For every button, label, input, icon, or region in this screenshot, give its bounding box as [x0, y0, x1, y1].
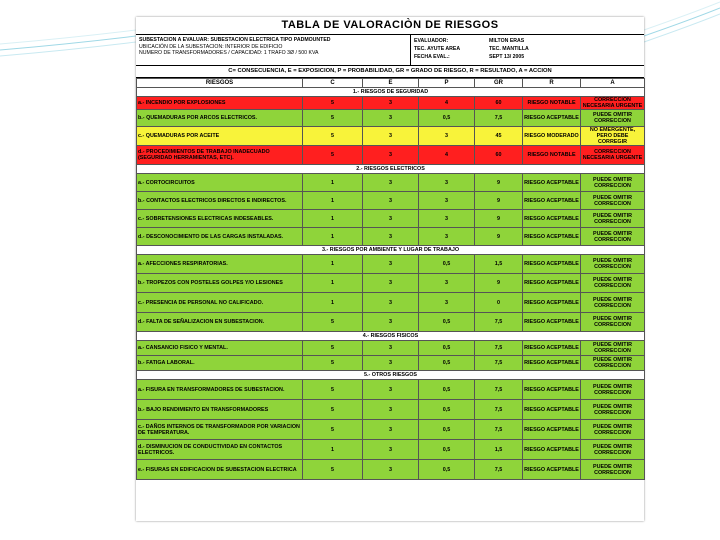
consequence-value: 1 [303, 174, 363, 192]
column-header-6: R [523, 79, 581, 88]
consequence-value: 1 [303, 274, 363, 293]
risk-description: e.- FISURAS EN EDIFICACION DE SUBESTACION ELECTRICA [137, 460, 303, 480]
risk-description: a.- FISURA EN TRANSFORMADORES DE SUBESTACION. [137, 380, 303, 400]
action-value: PUEDE OMITIR CORRECCION [581, 341, 645, 356]
result-value: RIESGO ACEPTABLE [523, 192, 581, 210]
section-title-row [137, 371, 645, 380]
risk-grade-value: 1,5 [475, 440, 523, 460]
risk-grade-value: 9 [475, 192, 523, 210]
evaluator-label: EVALUADOR: [414, 38, 449, 44]
date-value: SEPT 13/ 2005 [489, 54, 525, 60]
consequence-value: 5 [303, 400, 363, 420]
action-value: NO EMERGENTE, PERO DEBE CORREGIR [581, 127, 645, 146]
result-value: RIESGO ACEPTABLE [523, 228, 581, 246]
page-title: TABLA DE VALORACIÒN DE RIESGOS [136, 17, 644, 35]
risk-table-sheet [136, 17, 644, 521]
risk-grade-value: 7,5 [475, 380, 523, 400]
result-value: RIESGO ACEPTABLE [523, 356, 581, 371]
risk-grade-value: 1,5 [475, 255, 523, 274]
risk-row [137, 420, 645, 440]
exposure-value: 3 [363, 293, 419, 313]
risk-grade-value: 9 [475, 228, 523, 246]
evaluator-value: MILTON ERAS [489, 38, 525, 44]
consequence-value: 1 [303, 293, 363, 313]
risk-description: c.- DAÑOS INTERNOS DE TRANSFORMADOR POR VARIACION DE TEMPERATURA. [137, 420, 303, 440]
probability-value: 0,5 [419, 313, 475, 332]
risk-description: b.- TROPEZOS CON POSTELES GOLPES Y/O LESIONES [137, 274, 303, 293]
risk-row [137, 146, 645, 165]
consequence-value: 5 [303, 127, 363, 146]
exposure-value: 3 [363, 255, 419, 274]
column-header-3: E [363, 79, 419, 88]
probability-value: 0,5 [419, 255, 475, 274]
consequence-value: 5 [303, 380, 363, 400]
column-header-7: A [581, 79, 645, 88]
probability-value: 0,5 [419, 356, 475, 371]
exposure-value: 3 [363, 420, 419, 440]
risk-grade-value: 45 [475, 127, 523, 146]
risk-grade-value: 60 [475, 146, 523, 165]
probability-value: 3 [419, 210, 475, 228]
action-value: PUEDE OMITIR CORRECCION [581, 356, 645, 371]
risk-description: d.- PROCEDIMIENTOS DE TRABAJO INADECUADO (SEGURIDAD HERRAMIENTAS, ETC). [137, 146, 303, 165]
action-value: PUEDE OMITIR CORRECCION [581, 110, 645, 127]
date-label: FECHA EVAL.: [414, 54, 450, 60]
risk-row [137, 356, 645, 371]
consequence-value: 1 [303, 255, 363, 274]
risk-description: b.- FATIGA LABORAL. [137, 356, 303, 371]
consequence-value: 1 [303, 210, 363, 228]
risk-description: d.- DISMINUCION DE CONDUCTIVIDAD EN CONTACTOS ELECTRICOS. [137, 440, 303, 460]
column-header-1: RIESGOS [137, 79, 303, 88]
risk-description: d.- DESCONOCIMIENTO DE LAS CARGAS INSTALADAS. [137, 228, 303, 246]
result-value: RIESGO ACEPTABLE [523, 440, 581, 460]
column-header-4: P [419, 79, 475, 88]
section-title: 1.- RIESGOS DE SEGURIDAD [137, 88, 645, 97]
risk-description: b.- CONTACTOS ELECTRICOS DIRECTOS E INDIRECTOS. [137, 192, 303, 210]
risk-row [137, 440, 645, 460]
risk-grade-value: 7,5 [475, 460, 523, 480]
action-value: PUEDE OMITIR CORRECCION [581, 210, 645, 228]
risk-description: c.- PRESENCIA DE PERSONAL NO CALIFICADO. [137, 293, 303, 313]
section-title-row [137, 246, 645, 255]
action-value: CORRECCION NECESARIA URGENTE [581, 97, 645, 110]
action-value: PUEDE OMITIR CORRECCION [581, 440, 645, 460]
section-title: 5.- OTROS RIESGOS [137, 371, 645, 380]
exposure-value: 3 [363, 274, 419, 293]
risk-description: d.- FALTA DE SEÑALIZACION EN SUBESTACION. [137, 313, 303, 332]
risk-grade-value: 7,5 [475, 341, 523, 356]
section-title-row [137, 332, 645, 341]
action-value: PUEDE OMITIR CORRECCION [581, 400, 645, 420]
action-value: PUEDE OMITIR CORRECCION [581, 228, 645, 246]
risk-table [136, 78, 645, 480]
probability-value: 3 [419, 293, 475, 313]
risk-row [137, 228, 645, 246]
exposure-value: 3 [363, 228, 419, 246]
risk-grade-value: 7,5 [475, 420, 523, 440]
result-value: RIESGO NOTABLE [523, 97, 581, 110]
exposure-value: 3 [363, 110, 419, 127]
area-value: TEC. MANTILLA [489, 46, 529, 52]
probability-value: 0,5 [419, 110, 475, 127]
consequence-value: 1 [303, 440, 363, 460]
consequence-value: 5 [303, 110, 363, 127]
result-value: RIESGO ACEPTABLE [523, 313, 581, 332]
risk-row [137, 460, 645, 480]
risk-grade-value: 7,5 [475, 400, 523, 420]
result-value: RIESGO ACEPTABLE [523, 460, 581, 480]
action-value: PUEDE OMITIR CORRECCION [581, 192, 645, 210]
column-header-2: C [303, 79, 363, 88]
risk-grade-value: 0 [475, 293, 523, 313]
risk-description: a.- CORTOCIRCUITOS [137, 174, 303, 192]
action-value: CORRECCION NECESARIA URGENTE [581, 146, 645, 165]
exposure-value: 3 [363, 210, 419, 228]
exposure-value: 3 [363, 97, 419, 110]
exposure-value: 3 [363, 174, 419, 192]
action-value: PUEDE OMITIR CORRECCION [581, 255, 645, 274]
action-value: PUEDE OMITIR CORRECCION [581, 420, 645, 440]
risk-grade-value: 9 [475, 210, 523, 228]
exposure-value: 3 [363, 146, 419, 165]
risk-description: b.- QUEMADURAS POR ARCOS ELECTRICOS. [137, 110, 303, 127]
exposure-value: 3 [363, 356, 419, 371]
probability-value: 3 [419, 228, 475, 246]
risk-row [137, 255, 645, 274]
section-title: 2.- RIESGOS ELECTRICOS [137, 165, 645, 174]
area-label: TEC. AYUTE AREA [414, 46, 461, 52]
consequence-value: 5 [303, 356, 363, 371]
consequence-value: 5 [303, 341, 363, 356]
risk-grade-value: 60 [475, 97, 523, 110]
substation-line: SUBESTACION A EVALUAR: SUBESTACION ELECTRICA TIPO PADMOUNTED [139, 37, 331, 43]
result-value: RIESGO ACEPTABLE [523, 400, 581, 420]
probability-value: 3 [419, 174, 475, 192]
result-value: RIESGO ACEPTABLE [523, 380, 581, 400]
risk-row [137, 341, 645, 356]
risk-row [137, 274, 645, 293]
exposure-value: 3 [363, 313, 419, 332]
action-value: PUEDE OMITIR CORRECCION [581, 380, 645, 400]
result-value: RIESGO ACEPTABLE [523, 174, 581, 192]
risk-grade-value: 7,5 [475, 313, 523, 332]
result-value: RIESGO ACEPTABLE [523, 293, 581, 313]
consequence-value: 5 [303, 420, 363, 440]
probability-value: 4 [419, 97, 475, 110]
consequence-value: 5 [303, 146, 363, 165]
result-value: RIESGO ACEPTABLE [523, 341, 581, 356]
consequence-value: 5 [303, 97, 363, 110]
exposure-value: 3 [363, 341, 419, 356]
risk-row [137, 97, 645, 110]
risk-row [137, 210, 645, 228]
consequence-value: 1 [303, 228, 363, 246]
risk-description: c.- QUEMADURAS POR ACEITE [137, 127, 303, 146]
action-value: PUEDE OMITIR CORRECCION [581, 274, 645, 293]
probability-value: 0,5 [419, 400, 475, 420]
risk-row [137, 127, 645, 146]
column-header-row [137, 79, 645, 88]
probability-value: 3 [419, 192, 475, 210]
consequence-value: 5 [303, 313, 363, 332]
result-value: RIESGO ACEPTABLE [523, 255, 581, 274]
substation-info [136, 35, 411, 65]
section-title-row [137, 88, 645, 97]
exposure-value: 3 [363, 127, 419, 146]
risk-row [137, 380, 645, 400]
action-value: PUEDE OMITIR CORRECCION [581, 460, 645, 480]
probability-value: 4 [419, 146, 475, 165]
section-title: 4.- RIESGOS FISICOS [137, 332, 645, 341]
probability-value: 0,5 [419, 460, 475, 480]
risk-row [137, 110, 645, 127]
action-value: PUEDE OMITIR CORRECCION [581, 174, 645, 192]
risk-grade-value: 7,5 [475, 110, 523, 127]
action-value: PUEDE OMITIR CORRECCION [581, 313, 645, 332]
risk-grade-value: 9 [475, 274, 523, 293]
transformer-line: NUMERO DE TRANSFORMADORES / CAPACIDAD: 1 TRAFO 3Ø / 500 KVA [139, 50, 319, 56]
exposure-value: 3 [363, 380, 419, 400]
risk-grade-value: 7,5 [475, 356, 523, 371]
exposure-value: 3 [363, 460, 419, 480]
probability-value: 3 [419, 274, 475, 293]
risk-row [137, 400, 645, 420]
result-value: RIESGO MODERADO [523, 127, 581, 146]
probability-value: 0,5 [419, 380, 475, 400]
risk-description: a.- CANSANCIO FISICO Y MENTAL. [137, 341, 303, 356]
section-title: 3.- RIESGOS POR AMBIENTE Y LUGAR DE TRABAJO [137, 246, 645, 255]
risk-description: c.- SOBRETENSIONES ELECTRICAS INDESEABLES. [137, 210, 303, 228]
risk-row [137, 313, 645, 332]
exposure-value: 3 [363, 400, 419, 420]
risk-description: a.- INCENDIO POR EXPLOSIONES [137, 97, 303, 110]
result-value: RIESGO NOTABLE [523, 146, 581, 165]
action-value: PUEDE OMITIR CORRECCION [581, 293, 645, 313]
exposure-value: 3 [363, 192, 419, 210]
column-header-5: GR [475, 79, 523, 88]
risk-row [137, 293, 645, 313]
location-line: UBICACIÓN DE LA SUBESTACION: INTERIOR DE EDIFICIO [139, 43, 283, 50]
consequence-value: 1 [303, 192, 363, 210]
evaluation-header [136, 35, 644, 66]
result-value: RIESGO ACEPTABLE [523, 210, 581, 228]
probability-value: 0,5 [419, 341, 475, 356]
section-title-row [137, 165, 645, 174]
probability-value: 3 [419, 127, 475, 146]
risk-row [137, 174, 645, 192]
result-value: RIESGO ACEPTABLE [523, 420, 581, 440]
risk-grade-value: 9 [475, 174, 523, 192]
legend-line: C= CONSECUENCIA, E = EXPOSICION, P = PROBABILIDAD, GR = GRADO DE RIESGO, R = RESULTADO, A = ACCION [136, 66, 644, 78]
risk-description: b.- BAJO RENDIMIENTO EN TRANSFORMADORES [137, 400, 303, 420]
risk-row [137, 192, 645, 210]
consequence-value: 5 [303, 460, 363, 480]
exposure-value: 3 [363, 440, 419, 460]
risk-description: a.- AFECCIONES RESPIRATORIAS. [137, 255, 303, 274]
probability-value: 0,5 [419, 420, 475, 440]
probability-value: 0,5 [419, 440, 475, 460]
evaluator-info [411, 35, 644, 65]
result-value: RIESGO ACEPTABLE [523, 274, 581, 293]
result-value: RIESGO ACEPTABLE [523, 110, 581, 127]
